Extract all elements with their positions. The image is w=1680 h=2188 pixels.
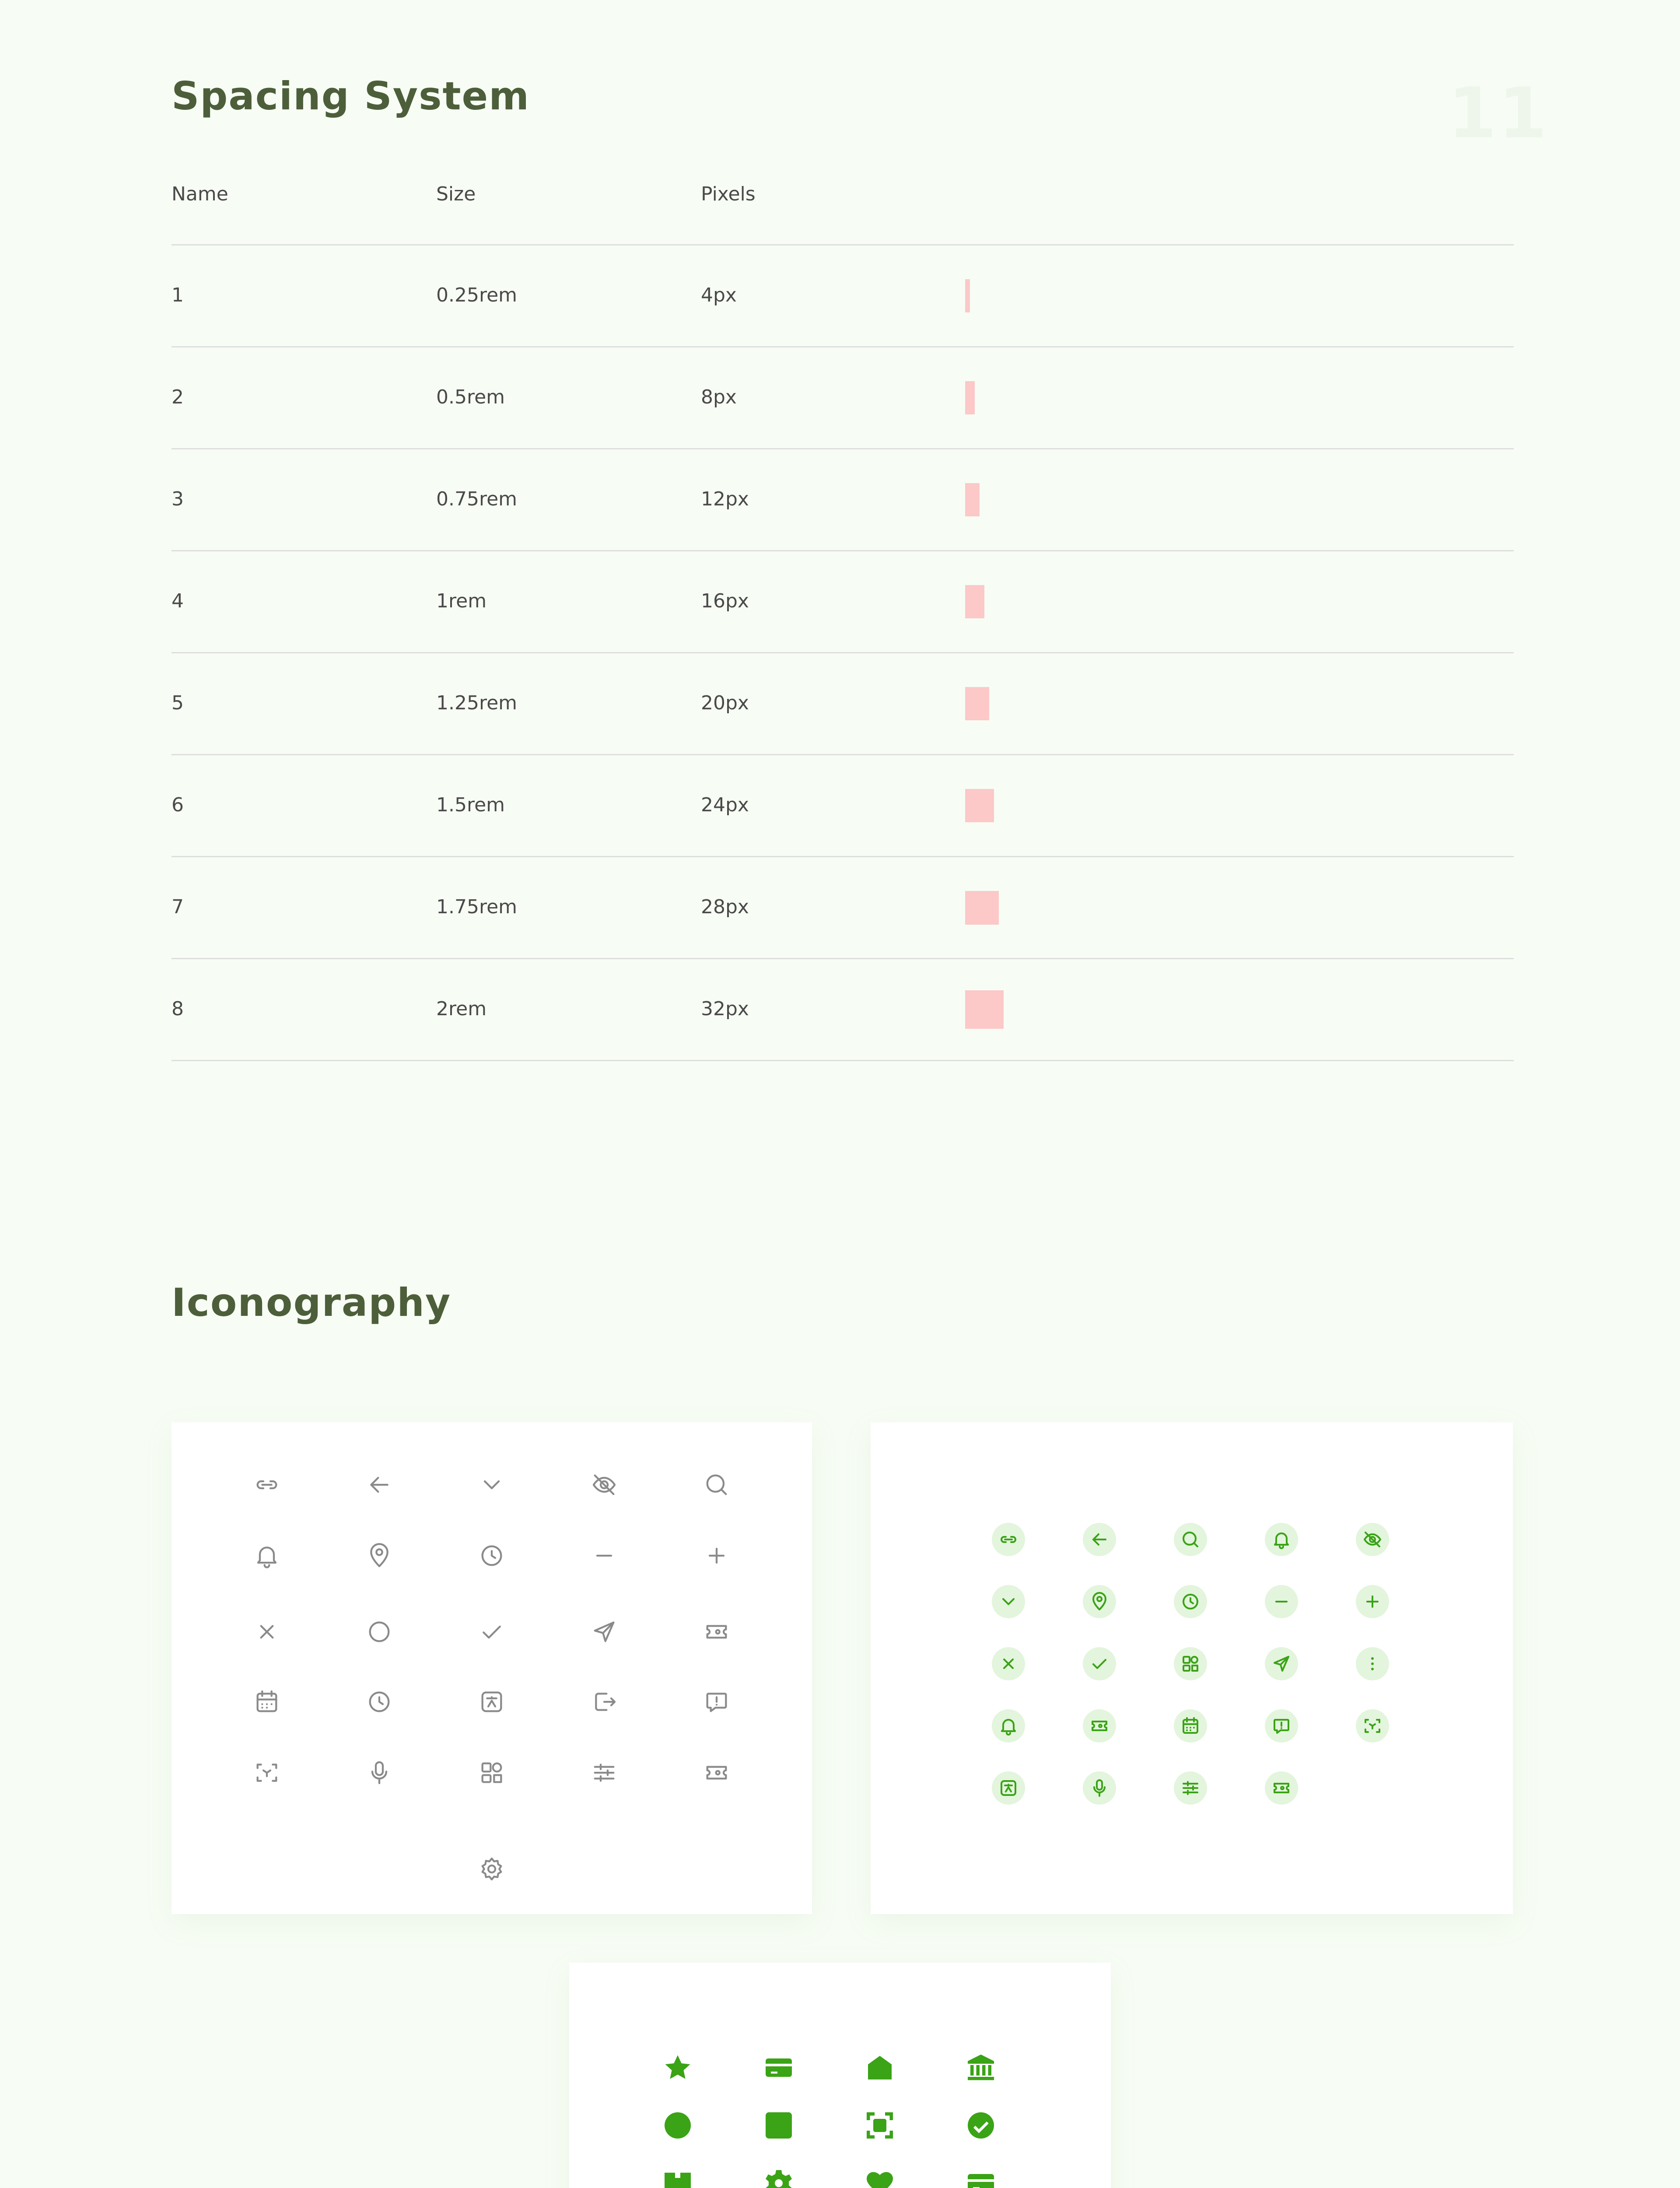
cell-name: 3 <box>172 488 184 510</box>
cell-size: 0.25rem <box>436 284 518 306</box>
table-row <box>172 652 1514 754</box>
map-pin-icon <box>1083 1585 1116 1618</box>
ticket-icon <box>1265 1771 1298 1805</box>
scan-icon <box>862 2108 897 2143</box>
spacing-table <box>172 166 1514 1061</box>
home-icon <box>862 2050 897 2085</box>
ticket-icon <box>660 2166 695 2188</box>
message-alert-icon <box>1265 1709 1298 1743</box>
calendar-icon <box>1174 1709 1207 1743</box>
cell-pixels: 24px <box>701 794 749 816</box>
spacing-swatch <box>965 891 999 925</box>
table-row <box>172 754 1514 856</box>
spacing-swatch <box>965 483 980 516</box>
spacing-swatch <box>965 789 994 822</box>
link-icon <box>249 1467 284 1502</box>
scan-face-icon <box>1356 1709 1389 1743</box>
header-size: Size <box>436 183 476 205</box>
check-circle-icon <box>963 2108 998 2143</box>
table-row <box>172 346 1514 448</box>
cell-name: 6 <box>172 794 184 816</box>
chevron-down-icon <box>992 1585 1025 1618</box>
arrow-left-icon <box>1083 1523 1116 1556</box>
send-icon <box>1265 1647 1298 1680</box>
iconography-section-title: Iconography <box>172 1280 452 1325</box>
search-icon <box>699 1467 734 1502</box>
ticket-icon <box>1083 1709 1116 1743</box>
table-row <box>172 958 1514 1061</box>
clock-icon <box>362 1684 397 1719</box>
cell-name: 7 <box>172 896 184 918</box>
chevron-down-icon <box>474 1467 509 1502</box>
circle-icon <box>660 2108 695 2143</box>
spacing-swatch <box>965 585 984 618</box>
shapes-icon <box>474 1755 509 1790</box>
clock-icon <box>474 1538 509 1573</box>
header-name: Name <box>172 183 228 205</box>
arrow-left-icon <box>362 1467 397 1502</box>
filled-icons-card <box>569 1963 1111 2188</box>
cell-size: 1.75rem <box>436 896 518 918</box>
cell-size: 1rem <box>436 590 487 612</box>
plus-icon <box>699 1538 734 1573</box>
table-row <box>172 550 1514 652</box>
credit-card-icon <box>963 2166 998 2188</box>
circle-icon <box>362 1614 397 1649</box>
square-icon <box>761 2108 796 2143</box>
header-pixels: Pixels <box>701 183 756 205</box>
shapes-icon <box>1174 1647 1207 1680</box>
cell-name: 1 <box>172 284 184 306</box>
spacing-swatch <box>965 381 975 414</box>
send-icon <box>587 1614 622 1649</box>
microphone-icon <box>1083 1771 1116 1805</box>
scan-face-icon <box>249 1755 284 1790</box>
check-icon <box>474 1614 509 1649</box>
spacing-section-title: Spacing System <box>172 74 530 119</box>
more-vertical-icon <box>1356 1647 1389 1680</box>
cell-size: 0.75rem <box>436 488 518 510</box>
minus-icon <box>1265 1585 1298 1618</box>
spacing-swatch <box>965 990 1004 1029</box>
table-header <box>172 166 1514 244</box>
table-row <box>172 448 1514 550</box>
cell-name: 8 <box>172 998 184 1020</box>
check-icon <box>1083 1647 1116 1680</box>
message-alert-icon <box>699 1684 734 1719</box>
bell-icon <box>249 1538 284 1573</box>
spacing-swatch <box>965 687 989 720</box>
cell-size: 2rem <box>436 998 487 1020</box>
logout-icon <box>587 1684 622 1719</box>
table-row <box>172 856 1514 958</box>
bank-icon <box>963 2050 998 2085</box>
cell-pixels: 28px <box>701 896 749 918</box>
close-icon <box>249 1614 284 1649</box>
spacing-swatch <box>965 279 970 312</box>
cell-size: 1.5rem <box>436 794 505 816</box>
bell-icon <box>992 1709 1025 1743</box>
eye-off-icon <box>1356 1523 1389 1556</box>
ticket-icon <box>699 1755 734 1790</box>
credit-card-icon <box>761 2050 796 2085</box>
minus-icon <box>587 1538 622 1573</box>
heart-icon <box>862 2166 897 2188</box>
settings-icon <box>761 2166 796 2188</box>
cell-pixels: 32px <box>701 998 749 1020</box>
cell-pixels: 8px <box>701 386 737 408</box>
cell-size: 0.5rem <box>436 386 505 408</box>
settings-icon <box>474 1851 509 1886</box>
search-icon <box>1174 1523 1207 1556</box>
eye-off-icon <box>587 1467 622 1502</box>
translate-icon <box>474 1684 509 1719</box>
bell-icon <box>1265 1523 1298 1556</box>
cell-pixels: 12px <box>701 488 749 510</box>
translate-icon <box>992 1771 1025 1805</box>
clock-icon <box>1174 1585 1207 1618</box>
calendar-icon <box>249 1684 284 1719</box>
tinted-icons-card <box>871 1422 1513 1914</box>
sliders-icon <box>587 1755 622 1790</box>
ticket-icon <box>699 1614 734 1649</box>
table-row <box>172 244 1514 346</box>
cell-name: 5 <box>172 692 184 714</box>
cell-name: 4 <box>172 590 184 612</box>
map-pin-icon <box>362 1538 397 1573</box>
plus-icon <box>1356 1585 1389 1618</box>
cell-name: 2 <box>172 386 184 408</box>
microphone-icon <box>362 1755 397 1790</box>
cell-pixels: 20px <box>701 692 749 714</box>
star-icon <box>660 2050 695 2085</box>
sliders-icon <box>1174 1771 1207 1805</box>
cell-pixels: 4px <box>701 284 737 306</box>
close-icon <box>992 1647 1025 1680</box>
outline-icons-card <box>172 1422 812 1914</box>
page-number: 11 <box>1448 72 1549 154</box>
link-icon <box>992 1523 1025 1556</box>
cell-size: 1.25rem <box>436 692 518 714</box>
cell-pixels: 16px <box>701 590 749 612</box>
